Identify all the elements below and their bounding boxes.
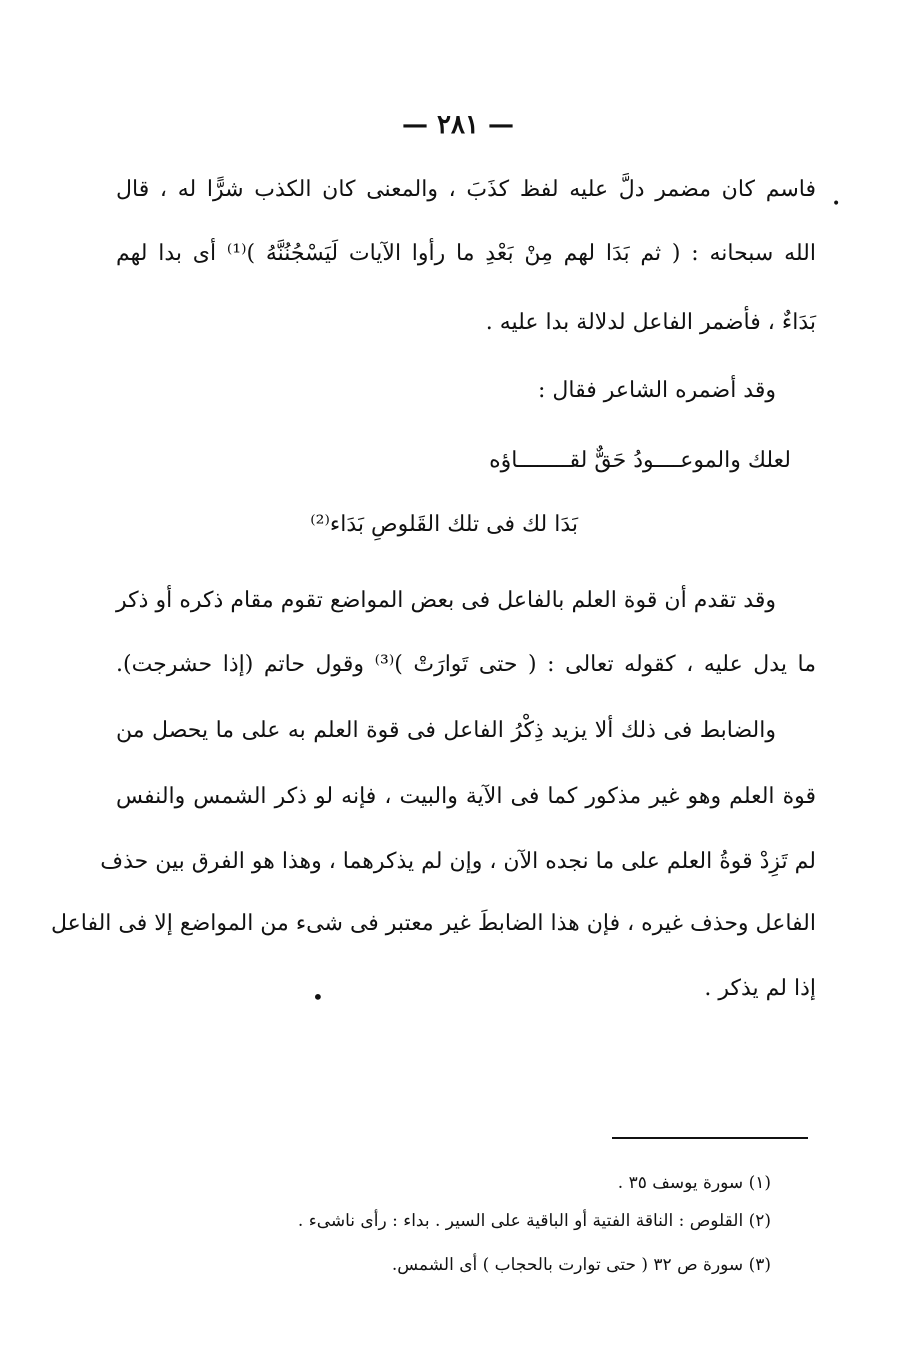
paragraph-3-line-3: لم تَزِدْ قوةُ العلم على ما نجده الآن ، وإن لم يذكرهما ، وهذا هو الفرق بين حذف: [100, 849, 816, 874]
paragraph-3-line-2: قوة العلم وهو غير مذكور كما فى الآية والبيت ، فإنه لو ذكر الشمس والنفس: [116, 784, 816, 809]
paragraph-2-line-1: وقد تقدم أن قوة العلم بالفاعل فى بعض المواضع تقوم مقام ذكره أو ذكر: [116, 588, 776, 613]
verse-hemistich-2: بَدَا لك فى تلك القَلوصِ بَدَاء⁽²⁾: [310, 512, 578, 537]
paragraph-1-line-3: بَدَاءٌ ، فأضمر الفاعل لدلالة بدا عليه .: [485, 310, 816, 335]
margin-mark: •: [832, 196, 841, 212]
footnote-1: (١) سورة يوسف ٣٥ .: [617, 1173, 771, 1193]
footnote-2: (٢) القلوص : الناقة الفتية أو الباقية على السير . بداء : رأى ناشىء .: [297, 1211, 771, 1231]
verse-hemistich-1: لعلك والموعــــودُ حَقٌّ لقــــــــاؤه: [489, 448, 791, 473]
footnote-3: (٣) سورة ص ٣٢ ( حتى توارت بالحجاب ) أى الشمس.: [391, 1255, 771, 1275]
verse-intro-line: وقد أضمره الشاعر فقال :: [538, 378, 776, 403]
paragraph-3-line-4: الفاعل وحذف غيره ، فإن هذا الضابطَ غير معتبر فى شىء من المواضع إلا فى الفاعل: [50, 911, 816, 936]
paragraph-3-line-5: إذا لم يذكر .: [704, 976, 816, 1001]
paragraph-1-line-1: فاسم كان مضمر دلَّ عليه لفظ كذَبَ ، والمعنى كان الكذب شرًّا له ، قال: [116, 177, 816, 202]
page-number: — ٢٨١ —: [401, 110, 515, 140]
paragraph-2-line-2: ما يدل عليه ، كقوله تعالى : ( حتى تَوارَتْ )⁽³⁾ وقول حاتم (إذا حشرجت).: [116, 652, 816, 677]
paragraph-1-line-2: الله سبحانه : ( ثم بَدَا لهم مِنْ بَعْدِ ما رأوا الآيات لَيَسْجُنُنَّهُ )⁽¹⁾ أى بدا لهم: [116, 241, 816, 266]
paragraph-3-line-1: والضابط فى ذلك ألا يزيد ذِكْرُ الفاعل فى قوة العلم به على ما يحصل من: [116, 718, 776, 743]
ink-dot: •: [312, 985, 324, 1009]
footnote-separator: [612, 1137, 808, 1139]
